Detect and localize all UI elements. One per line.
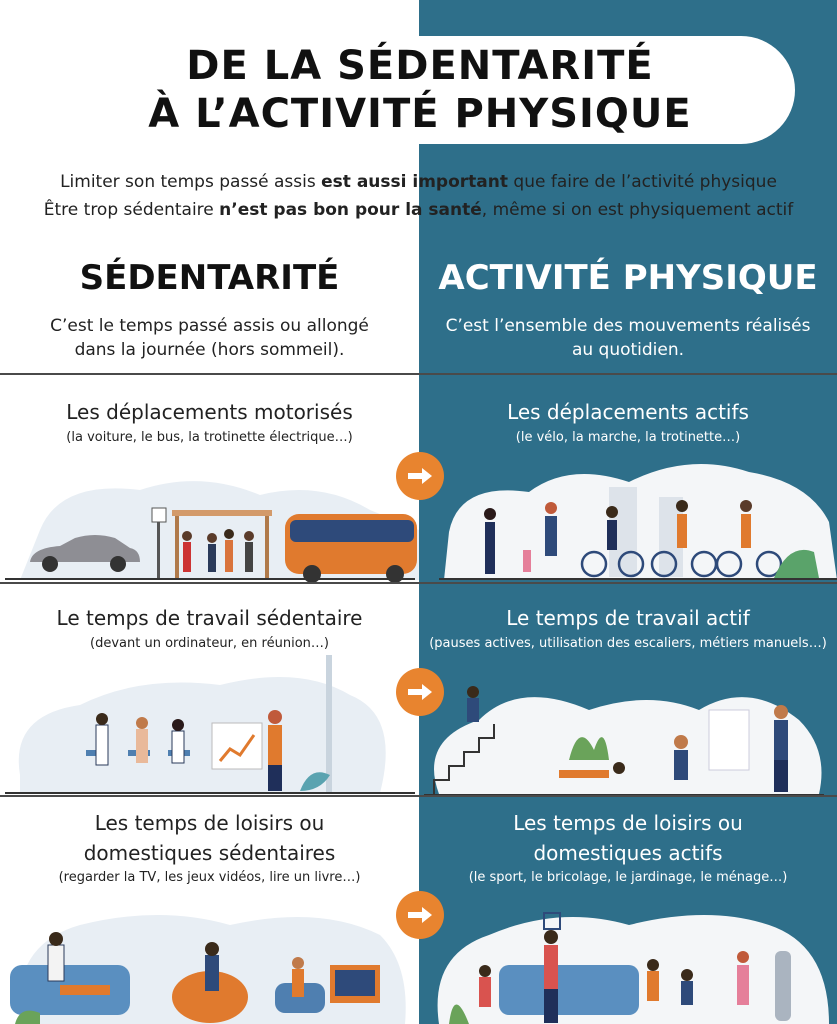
active-leisure-title-line2: domestiques actifs [533,841,723,865]
intro-line-1 [0,169,837,195]
motorized-travel-examples: (la voiture, le bus, la trotinette électrique…) [66,430,353,445]
active-work-examples: (pauses actives, utilisation des escaliers, métiers manuels…) [429,636,827,651]
intro-line2-text: Être trop sédentaire [43,200,220,220]
motorized-travel-illustration [0,470,419,582]
sedentary-work-examples: (devant un ordinateur, en réunion…) [90,636,329,651]
sedentarity-description [0,314,419,362]
page-title [110,42,730,138]
sedentarity-heading: SÉDENTARITÉ [79,258,340,298]
active-leisure-title [419,808,837,868]
intro-line2-text-end: , même si on est physiquement actif [481,200,794,220]
sedentary-leisure-illustration [0,905,419,1024]
activity-desc-line2: au quotidien. [571,340,685,360]
motorized-travel-title: Les déplacements motorisés [66,400,353,424]
intro-line2-bold: n’est pas bon pour la santé [219,200,482,220]
intro-line1-bold: est aussi important [321,172,508,192]
divider-1 [0,373,837,375]
sedentarity-desc-line2: dans la journée (hors sommeil). [74,340,345,360]
intro-line1-text-end: que faire de l’activité physique [508,172,777,192]
active-travel-examples: (le vélo, la marche, la trotinette…) [515,430,741,445]
active-leisure-illustration [419,905,837,1024]
activity-description [419,314,837,362]
page-title-line2: À L’ACTIVITÉ PHYSIQUE [148,91,692,137]
sedentary-leisure-title-line1: Les temps de loisirs ou [94,811,325,835]
divider-3 [0,795,837,797]
active-work-illustration [419,680,837,796]
activity-desc-line1: C’est l’ensemble des mouvements réalisés [445,316,811,336]
sedentary-leisure-examples: (regarder la TV, les jeux vidéos, lire un livre…) [58,870,361,885]
sedentary-work-title: Le temps de travail sédentaire [56,606,363,630]
active-leisure-title-line1: Les temps de loisirs ou [513,811,743,835]
sedentary-leisure-title [0,808,419,868]
intro-line-2 [0,197,837,223]
active-leisure-examples: (le sport, le bricolage, le jardinage, le ménage…) [468,870,788,885]
page-title-line1: DE LA SÉDENTARITÉ [186,43,654,89]
active-travel-illustration [419,452,837,582]
divider-2 [0,582,837,584]
intro-line1-text: Limiter son temps passé assis [60,172,322,192]
sedentary-leisure-title-line2: domestiques sédentaires [83,841,336,865]
sedentarity-desc-line1: C’est le temps passé assis ou allongé [50,316,369,336]
active-work-title: Le temps de travail actif [506,606,750,630]
activity-heading: ACTIVITÉ PHYSIQUE [438,258,818,298]
sedentary-work-illustration [0,655,419,795]
active-travel-title: Les déplacements actifs [507,400,749,424]
